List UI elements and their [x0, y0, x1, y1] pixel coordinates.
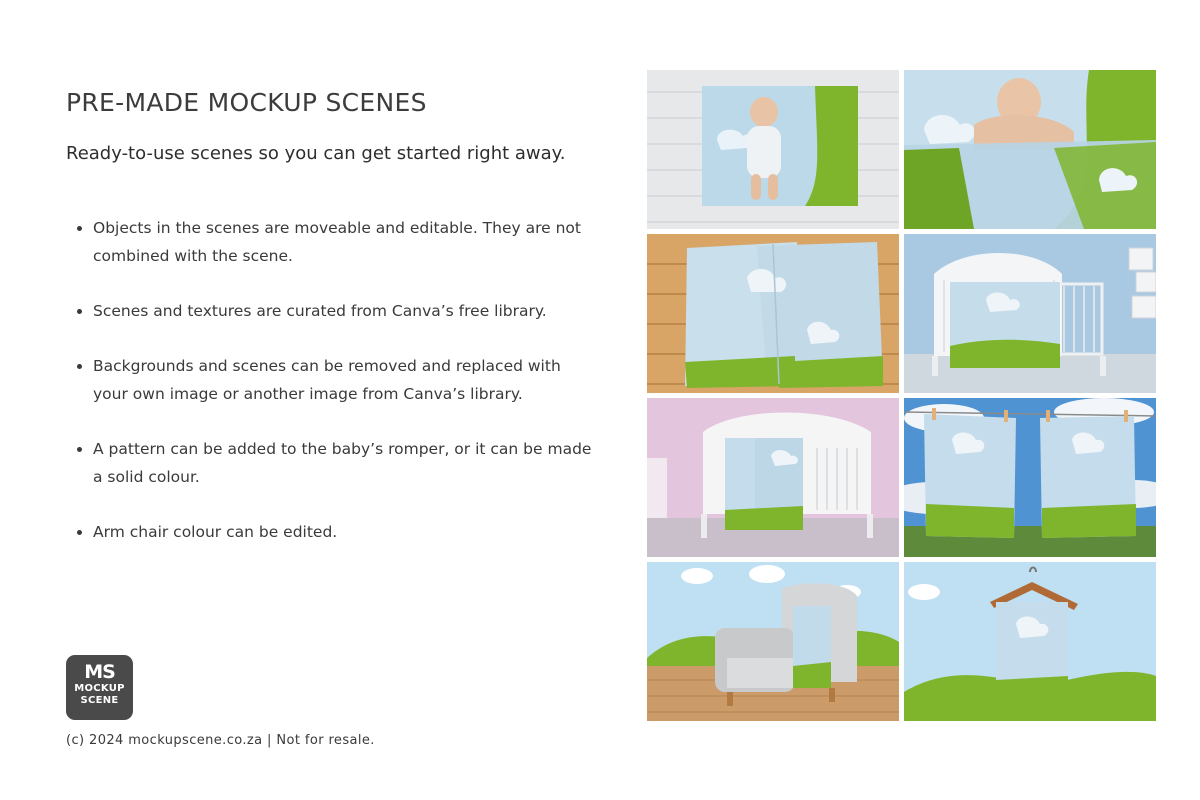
feature-item — [66, 297, 596, 325]
scene-thumbnail — [904, 234, 1156, 393]
feature-text: Objects in the scenes are moveable and editable. They are not combined with the scene. — [93, 219, 581, 265]
bullet-icon — [77, 530, 82, 535]
logo-word-2: SCENE — [80, 695, 119, 706]
feature-text: Backgrounds and scenes can be removed and replaced with your own image or another image from Canva’s library. — [93, 357, 561, 403]
bullet-icon — [77, 447, 82, 452]
page-subtitle: Ready-to-use scenes so you can get started right away. — [66, 143, 566, 164]
bullet-icon — [77, 364, 82, 369]
scene-thumbnail — [647, 70, 899, 229]
scene-thumbnail — [904, 562, 1156, 721]
feature-text: Scenes and textures are curated from Canva’s free library. — [93, 302, 547, 320]
feature-item — [66, 352, 596, 408]
feature-item — [66, 214, 596, 270]
scene-thumbnail — [904, 398, 1156, 557]
scene-thumbnail — [904, 70, 1156, 229]
scene-thumbnail — [647, 562, 899, 721]
logo-mark: MS — [84, 661, 115, 683]
feature-text: Arm chair colour can be edited. — [93, 523, 338, 541]
feature-item — [66, 518, 596, 546]
feature-item — [66, 435, 596, 491]
mockup-scene-logo — [66, 655, 133, 720]
bullet-icon — [77, 226, 82, 231]
copyright-footer: (c) 2024 mockupscene.co.za | Not for resale. — [66, 733, 375, 748]
scene-thumbnail — [647, 398, 899, 557]
logo-word-1: MOCKUP — [74, 683, 125, 694]
feature-text: A pattern can be added to the baby’s romper, or it can be made a solid colour. — [93, 440, 592, 486]
feature-list — [66, 214, 596, 573]
page-title: PRE-MADE MOCKUP SCENES — [66, 88, 427, 117]
scene-thumbnail — [647, 234, 899, 393]
bullet-icon — [77, 309, 82, 314]
